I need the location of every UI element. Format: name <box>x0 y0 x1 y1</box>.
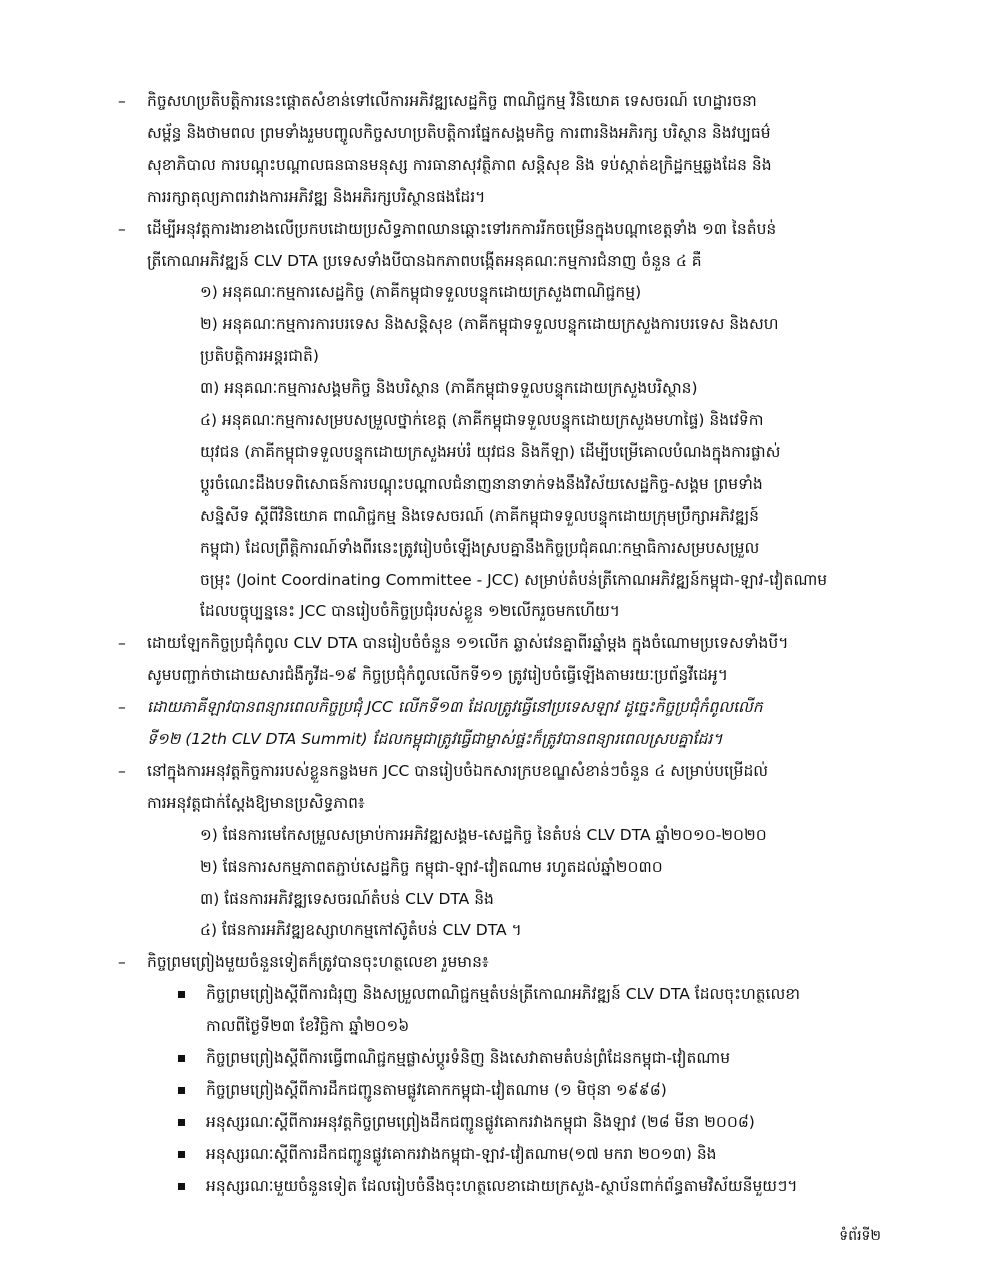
list-dash-marker: – <box>118 634 126 653</box>
paragraph-line: ដោយភាគីឡាវបានពន្យារពេលកិច្ចប្រជុំ JCC លើកទី១៣ ដែលត្រូវធ្វើនៅប្រទេសឡាវ ដូច្នេះកិច្ចប្រជុំកំពូលលើក <box>147 698 763 717</box>
square-bullet-icon <box>178 1055 185 1062</box>
paragraph-line: ដោយឡែកកិច្ចប្រជុំកំពូល CLV DTA បានរៀបចំចំនួន ១១លើក ឆ្លាស់វេនគ្នាពីរឆ្នាំម្តង ក្នុងចំណោមប្រទេសទាំងបី។ <box>147 634 789 653</box>
list-dash-marker: – <box>118 219 126 238</box>
sub-item-line: ២) ផែនការសកម្មភាពតភ្ជាប់សេដ្ឋកិច្ច កម្ពុជា-ឡាវ-វៀតណាម រហូតដល់ឆ្នាំ២០៣០ <box>200 857 663 876</box>
sub-item-line: ១) ផែនការមេកែសម្រួលសម្រាប់ការអភិវឌ្ឍសង្គម-សេដ្ឋកិច្ច នៃតំបន់ CLV DTA ឆ្នាំ២០១០-២០២០ <box>200 825 767 844</box>
sub-item-line: កម្ពុជា) ដែលព្រឹត្តិការណ៍ទាំងពីរនេះត្រូវរៀបចំឡើងស្របគ្នានឹងកិច្ចប្រជុំគណៈកម្មាធិការសម្របសម្រួល <box>200 538 760 557</box>
paragraph-line: កិច្ចព្រមព្រៀងមួយចំនួនទៀតក៏ត្រូវបានចុះហត្ថលេខា រួមមាន៖ <box>147 953 489 972</box>
bullet-item-line: កិច្ចព្រមព្រៀងស្តីពីការជំរុញ និងសម្រួលពាណិជ្ជកម្មតំបន់ត្រីកោណអភិវឌ្ឍន៍ CLV DTA ដែលចុះហត្ថលេខា <box>206 985 800 1004</box>
paragraph-line: ត្រីកោណអភិវឌ្ឍន៍ CLV DTA ប្រទេសទាំងបីបានឯកភាពបង្កើតអនុគណៈកម្មការជំនាញ ចំនួន ៤ គឺ <box>147 251 702 270</box>
bullet-item-line: អនុស្សរណៈមួយចំនួនទៀត ដែលរៀបចំនឹងចុះហត្ថលេខាដោយក្រសួង-ស្ថាប័នពាក់ព័ន្ធតាមវិស័យនីមួយៗ។ <box>206 1176 798 1195</box>
sub-item-line: យុវជន (ភាគីកម្ពុជាទទួលបន្ទុកដោយក្រសួងអប់រំ យុវជន និងកីឡា) ដើម្បីបម្រើគោលបំណងក្នុងការផ្លាស់ <box>200 442 781 461</box>
sub-item-line: ៤) ផែនការអភិវឌ្ឍឧស្សាហកម្មកៅស៊ូតំបន់ CLV DTA ។ <box>200 921 522 940</box>
sub-item-line: ដែលបច្ចុប្បន្ននេះ JCC បានរៀបចំកិច្ចប្រជុំរបស់ខ្លួន ១២លើករួចមកហើយ។ <box>200 602 621 621</box>
paragraph-line: សូមបញ្ជាក់ថាដោយសារជំងឺកូវីដ-១៩ កិច្ចប្រជុំកំពូលលើកទី១១ ត្រូវរៀបចំធ្វើឡើងតាមរយៈប្រព័ន្ធវីដេអូ។ <box>147 666 728 685</box>
sub-item-line: ១) អនុគណៈកម្មការសេដ្ឋកិច្ច (ភាគីកម្ពុជាទទួលបន្ទុកដោយក្រសួងពាណិជ្ជកម្ម) <box>200 283 642 302</box>
bullet-item-line: អនុស្សរណៈស្តីពីការដឹកជញ្ជូនផ្លូវគោករវាងកម្ពុជា-ឡាវ-វៀតណាម(១៧ មករា ២០១៣) និង <box>206 1144 717 1163</box>
sub-item-line: ចម្រុះ (Joint Coordinating Committee - JCC) សម្រាប់តំបន់ត្រីកោណអភិវឌ្ឍន៍កម្ពុជា-ឡាវ-វៀតណាម <box>200 570 828 589</box>
bullet-item-line: កិច្ចព្រមព្រៀងស្តីពីការធ្វើពាណិជ្ជកម្មផ្លាស់ប្តូរទំនិញ និងសេវាតាមតំបន់ព្រំដែនកម្ពុជា-វៀតណាម <box>206 1049 731 1067</box>
bullet-item-line: កិច្ចព្រមព្រៀងស្តីពីការដឹកជញ្ជូនតាមផ្លូវគោកកម្ពុជា-វៀតណាម (១ មិថុនា ១៩៩៨) <box>206 1080 667 1099</box>
paragraph-line: កិច្ចសហប្រតិបត្តិការនេះផ្តោតសំខាន់ទៅលើការអភិវឌ្ឍសេដ្ឋកិច្ច ពាណិជ្ជកម្ម វិនិយោគ ទេសចរណ៍ ហេដ្ឋារចនា <box>147 92 757 110</box>
square-bullet-icon <box>178 991 185 998</box>
square-bullet-icon <box>178 1183 185 1190</box>
bullet-item-line: អនុស្សរណៈស្តីពីការអនុវត្តកិច្ចព្រមព្រៀងដឹកជញ្ជូនផ្លូវគោករវាងកម្ពុជា និងឡាវ (២៨ មីនា ២០០៨) <box>206 1112 755 1131</box>
list-dash-marker: – <box>118 761 126 780</box>
list-dash-marker: – <box>118 953 126 972</box>
paragraph-line: ការអនុវត្តជាក់ស្តែងឱ្យមានប្រសិទ្ធភាព៖ <box>147 793 365 812</box>
paragraph-line: ទី១២ (12th CLV DTA Summit) ដែលកម្ពុជាត្រូវធ្វើជាម្ចាស់ផ្ទះក៏ត្រូវបានពន្យារពេលស្របគ្នាដែរ។ <box>147 730 723 748</box>
page-number: ទំព័រទី២ <box>839 1228 881 1244</box>
paragraph-line: នៅក្នុងការអនុវត្តកិច្ចការរបស់ខ្លួនកន្លងមក JCC បានរៀបចំឯកសារក្របខណ្ឌសំខាន់ៗចំនួន ៤ សម្រាប់បម្រើដល់ <box>147 761 769 780</box>
sub-item-line: ២) អនុគណៈកម្មការការបរទេស និងសន្តិសុខ (ភាគីកម្ពុជាទទួលបន្ទុកដោយក្រសួងការបរទេស និងសហ <box>200 315 779 334</box>
bullet-item-line: កាលពីថ្ងៃទី២៣ ខែវិច្ឆិកា ឆ្នាំ២០១៦ <box>206 1017 410 1036</box>
paragraph-line: ដើម្បីអនុវត្តការងារខាងលើប្រកបដោយប្រសិទ្ធភាពឈានឆ្ពោះទៅរកការរីកចម្រើនក្នុងបណ្តាខេត្តទាំង ១៣ នៃតំបន់ <box>147 219 777 238</box>
sub-item-line: ប្តូរចំណេះដឹងបទពិសោធន៍ការបណ្តុះបណ្តាលជំនាញនានាទាក់ទងនឹងវិស័យសេដ្ឋកិច្ច-សង្គម ព្រមទាំង <box>200 474 763 493</box>
sub-item-line: ៣) អនុគណៈកម្មការសង្គមកិច្ច និងបរិស្ថាន (ភាគីកម្ពុជាទទួលបន្ទុកដោយក្រសួងបរិស្ថាន) <box>200 379 698 398</box>
sub-item-line: ៤) អនុគណៈកម្មការសម្របសម្រួលថ្នាក់ខេត្ត (ភាគីកម្ពុជាទទួលបន្ទុកដោយក្រសួងមហាផ្ទៃ) និងវេទិកា <box>200 411 764 429</box>
paragraph-line: សុខាភិបាល ការបណ្តុះបណ្តាលធនធានមនុស្ស ការធានាសុវត្ថិភាព សន្តិសុខ និង ទប់ស្កាត់ឧក្រិដ្ឋកម្មឆ្លងដែន និង <box>147 155 772 174</box>
square-bullet-icon <box>178 1087 185 1094</box>
square-bullet-icon <box>178 1151 185 1158</box>
sub-item-line: ប្រតិបត្តិការអន្តរជាតិ) <box>200 347 319 366</box>
list-dash-marker: – <box>118 92 126 110</box>
square-bullet-icon <box>178 1119 185 1126</box>
sub-item-line: ៣) ផែនការអភិវឌ្ឍទេសចរណ៍តំបន់ CLV DTA និង <box>200 889 494 908</box>
sub-item-line: សន្និសីទ ស្តីពីវិនិយោគ ពាណិជ្ជកម្ម និងទេសចរណ៍ (ភាគីកម្ពុជាទទួលបន្ទុកដោយក្រុមប្រឹក្សាអភិវឌ្ឍន៍ <box>200 506 760 525</box>
list-dash-marker: – <box>118 698 126 717</box>
paragraph-line: សម្ព័ន្ធ និងថាមពល ព្រមទាំងរួមបញ្ចូលកិច្ចសហប្រតិបត្តិការផ្នែកសង្គមកិច្ច ការពារនិងអភិរក្ស បរិស្ថាន និងវប្បធម៌ <box>147 123 771 142</box>
paragraph-line: ការរក្សាតុល្យភាពរវាងការអភិវឌ្ឍ និងអភិរក្សបរិស្ថានផងដែរ។ <box>147 187 486 206</box>
